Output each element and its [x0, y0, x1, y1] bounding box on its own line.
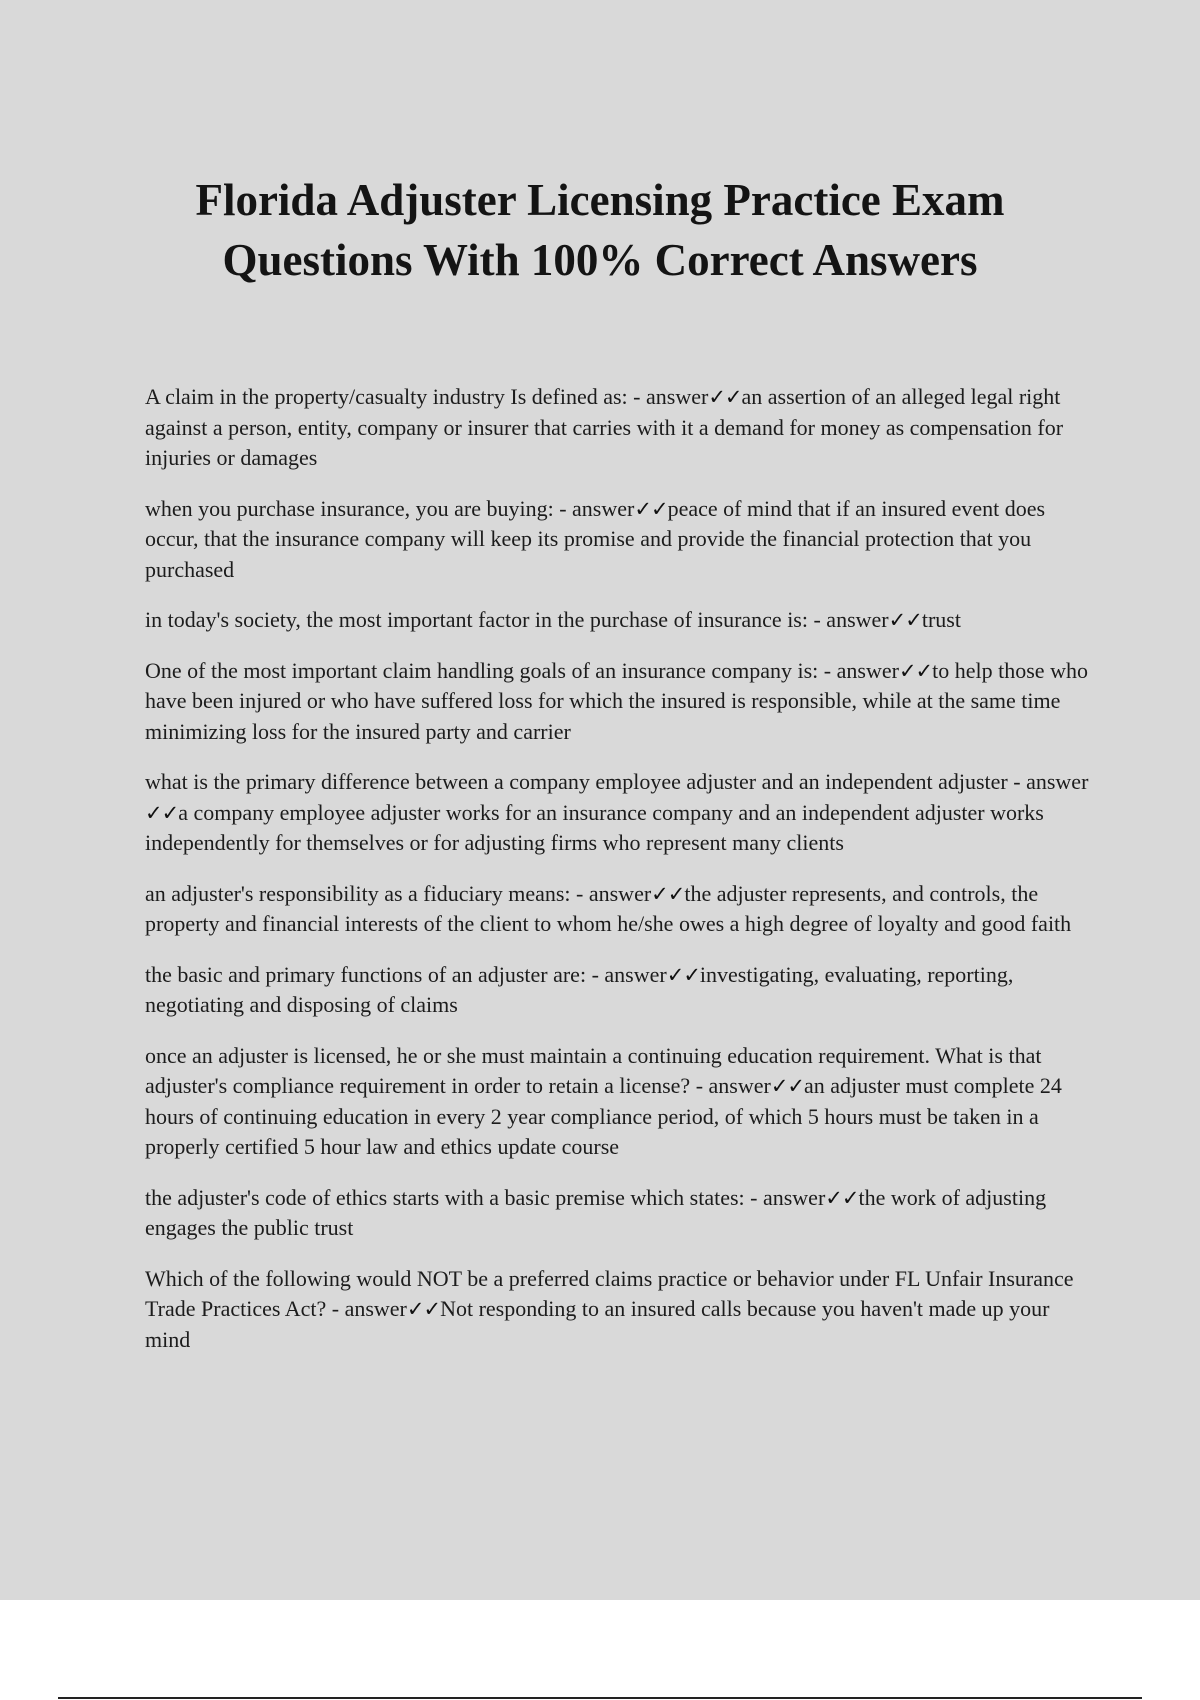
qa-item — [145, 960, 1095, 1021]
answer-text: investigating, evaluating, reporting, negotiating and disposing of claims — [145, 961, 1014, 1017]
answer-text: to help those who have been injured or who have suffered loss for which the insured is responsible, while at the same time minimizing loss for the insured party and carrier — [145, 657, 1088, 744]
answer-marker: - answer — [627, 384, 709, 409]
question-text: the adjuster's code of ethics starts with a basic premise which states: — [145, 1184, 745, 1210]
title-line-2: Questions With 100% Correct Answers — [222, 235, 978, 285]
answer-text: an adjuster must complete 24 hours of continuing education in every 2 year compliance period, of which 5 hours must be taken in a properly certified 5 hour law and ethics update course — [145, 1073, 1062, 1159]
answer-marker: - answer — [553, 495, 635, 521]
qa-item — [145, 494, 1095, 586]
question-answer-list — [145, 382, 1095, 1375]
footer-divider — [58, 1697, 1142, 1699]
answer-text: Not responding to an insured calls because you haven't made up your mind — [145, 1296, 1050, 1352]
question-text: what is the primary difference between a company employee adjuster and an independent adjuster — [145, 769, 1008, 794]
qa-item — [145, 605, 1095, 636]
double-check-icon: ✓✓ — [406, 1297, 441, 1321]
question-text: once an adjuster is licensed, he or she must maintain a continuing education requirement. What is that adjuster's compliance requirement in order to retain a license? — [145, 1042, 1042, 1098]
answer-text: a company employee adjuster works for an insurance company and an independent adjuster works independently for themselves or for adjusting firms who represent many clients — [145, 799, 1044, 855]
question-text: in today's society, the most important factor in the purchase of insurance is: — [145, 607, 808, 632]
qa-item — [145, 767, 1095, 859]
double-check-icon: ✓✓ — [825, 1185, 859, 1210]
qa-item — [145, 1183, 1095, 1244]
double-check-icon: ✓✓ — [145, 800, 179, 825]
question-text: A claim in the property/casualty industry Is defined as: — [145, 384, 628, 409]
question-text: an adjuster's responsibility as a fiduciary means: — [145, 880, 571, 906]
answer-marker: - answer — [818, 657, 899, 683]
double-check-icon: ✓✓ — [634, 496, 668, 521]
answer-marker: - answer — [1007, 769, 1089, 794]
double-check-icon: ✓✓ — [666, 962, 700, 987]
qa-item — [145, 656, 1095, 748]
answer-text: the work of adjusting engages the public trust — [145, 1184, 1047, 1240]
double-check-icon: ✓✓ — [898, 658, 933, 683]
qa-item — [145, 1041, 1095, 1163]
answer-text: the adjuster represents, and controls, the property and financial interests of the client to whom he/she owes a high degree of loyalty and good faith — [145, 880, 1072, 936]
double-check-icon: ✓✓ — [708, 385, 742, 409]
answer-marker: - answer — [570, 880, 652, 906]
page-title — [120, 170, 1080, 290]
double-check-icon: ✓✓ — [770, 1074, 805, 1098]
question-text: One of the most important claim handling goals of an insurance company is: — [145, 657, 819, 683]
double-check-icon: ✓✓ — [651, 881, 685, 906]
answer-marker: - answer — [690, 1073, 771, 1098]
qa-item — [145, 1264, 1095, 1356]
answer-marker: - answer — [744, 1184, 826, 1210]
answer-text: an assertion of an alleged legal right against a person, entity, company or insurer that carries with it a demand for money as compensation for injuries or damages — [145, 384, 1064, 470]
answer-marker: - answer — [807, 607, 889, 632]
question-text: the basic and primary functions of an adjuster are: — [145, 961, 587, 987]
answer-text: peace of mind that if an insured event does occur, that the insurance company will keep its promise and provide the financial protection that you purchased — [145, 495, 1046, 582]
answer-marker: - answer — [586, 961, 667, 987]
question-text: when you purchase insurance, you are buying: — [145, 495, 554, 521]
question-text: Which of the following would NOT be a preferred claims practice or behavior under FL Unfair Insurance Trade Practices Act? — [145, 1265, 1074, 1321]
title-line-1: Florida Adjuster Licensing Practice Exam — [195, 175, 1005, 225]
double-check-icon: ✓✓ — [888, 608, 922, 632]
qa-item — [145, 382, 1095, 474]
answer-marker: - answer — [326, 1296, 407, 1321]
qa-item — [145, 879, 1095, 940]
answer-text: trust — [921, 607, 961, 632]
